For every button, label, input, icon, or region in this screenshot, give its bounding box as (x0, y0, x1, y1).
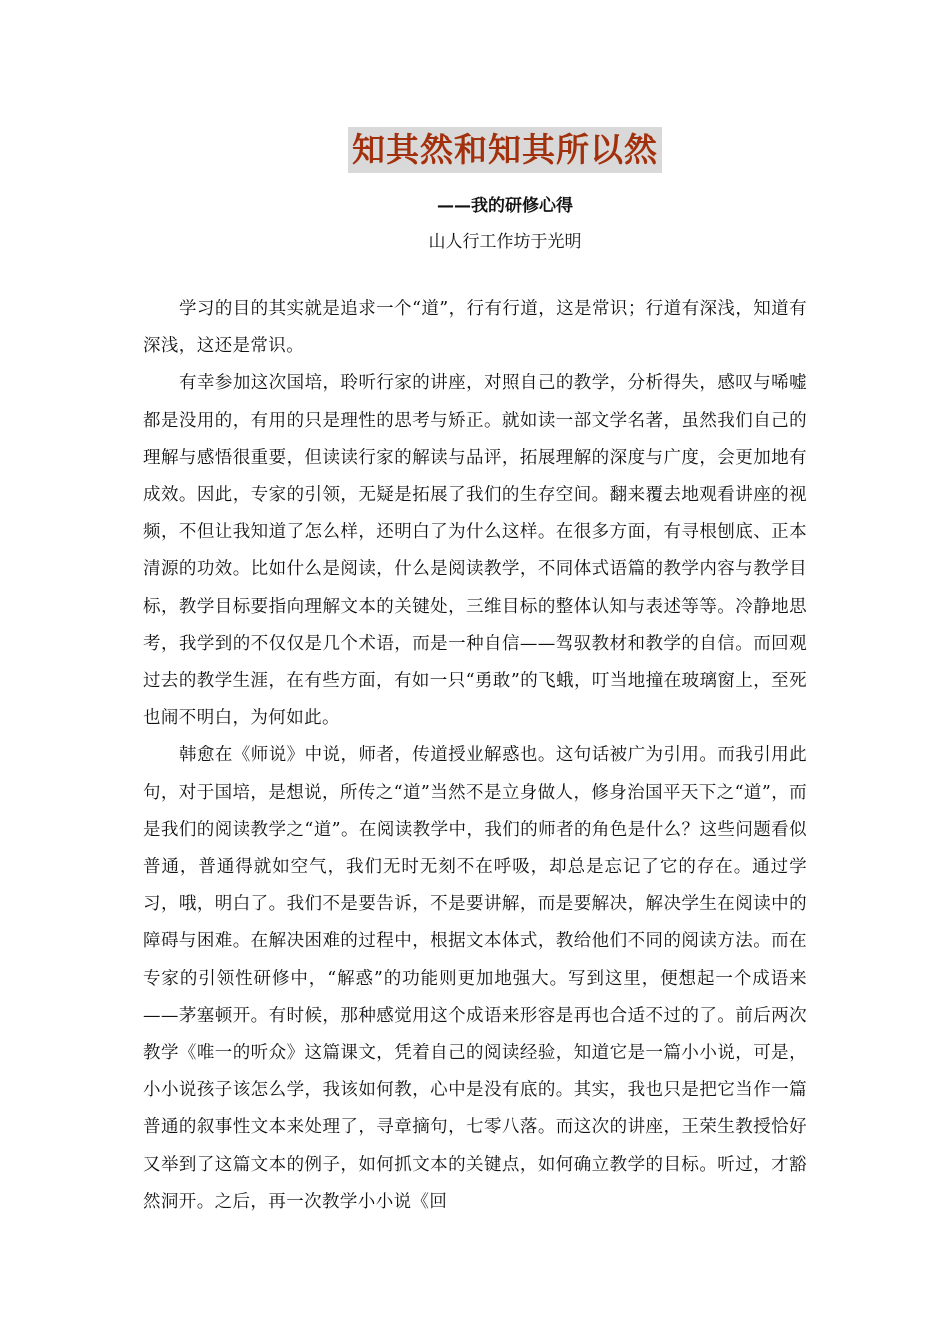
paragraph: 学习的目的其实就是追求一个“道”，行有行道，这是常识；行道有深浅，知道有深浅，这还是常识。 (143, 299, 807, 357)
paragraph: 有幸参加这次国培，聆听行家的讲座，对照自己的教学，分析得失，感叹与唏嘘都是没用的，有用的只是理性的思考与矫正。就如读一部文学名著，虽然我们自己的理解与感悟很重要，但读读行家的解读与品评，拓展理解的深度与广度，会更加地有成效。因此，专家的引领，无疑是拓展了我们的生存空间。翻来覆去地观看讲座的视频，不但让我知道了怎么样，还明白了为什么这样。在很多方面，有寻根刨底、正本清源的功效。比如什么是阅读，什么是阅读教学，不同体式语篇的教学内容与教学目标，教学目标要指向理解文本的关键处，三维目标的整体认知与表述等等。冷静地思考，我学到的不仅仅是几个术语，而是一种自信——驾驭教材和教学的自信。而回观过去的教学生涯，在有些方面，有如一只“勇敢”的飞蛾，叮当地撞在玻璃窗上，至死也闹不明白，为何如此。 (143, 373, 807, 729)
title-block (0, 127, 950, 173)
document-subtitle: ——我的研修心得 (437, 196, 573, 216)
paragraph: 韩愈在《师说》中说，师者，传道授业解惑也。这句话被广为引用。而我引用此句，对于国培，是想说，所传之“道”当然不是立身做人，修身治国平天下之“道”，而是我们的阅读教学之“道”。在阅读教学中，我们的师者的角色是什么？这些问题看似普通，普通得就如空气，我们无时无刻不在呼吸，却总是忘记了它的存在。通过学习，哦，明白了。我们不是要告诉，不是要讲解，而是要解决，解决学生在阅读中的障碍与困难。在解决困难的过程中，根据文本体式，教给他们不同的阅读方法。而在专家的引领性研修中，“解惑”的功能则更加地强大。写到这里，便想起一个成语来——茅塞顿开。有时候，那种感觉用这个成语来形容是再也合适不过的了。前后两次教学《唯一的听众》这篇课文，凭着自己的阅读经验，知道它是一篇小小说，可是，小小说孩子该怎么学，我该如何教，心中是没有底的。其实，我也只是把它当作一篇普通的叙事性文本来处理了，寻章摘句，七零八落。而这次的讲座，王荣生教授恰好又举到了这篇文本的例子，如何抓文本的关键点，如何确立教学的目标。听过，才豁然洞开。之后，再一次教学小小说《回 (143, 745, 807, 1212)
document-title: 知其然和知其所以然 (348, 127, 662, 173)
document-author: 山人行工作坊于光明 (428, 232, 582, 252)
document-body (143, 291, 807, 1221)
